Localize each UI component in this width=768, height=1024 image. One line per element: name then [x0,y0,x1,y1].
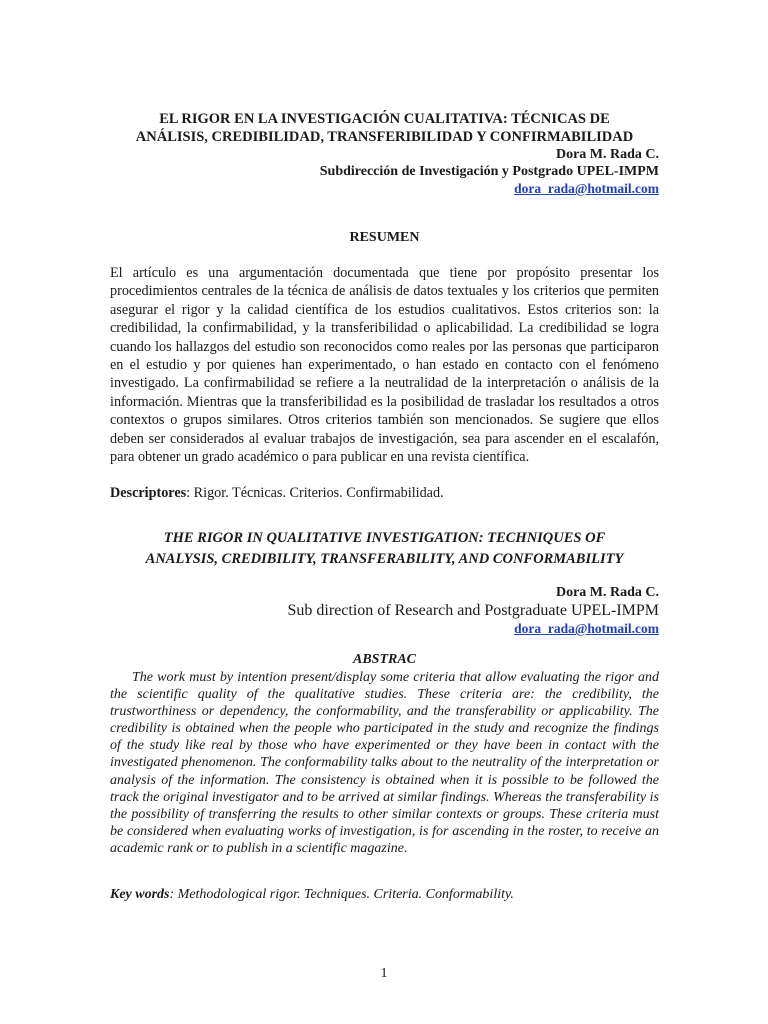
abstract-text: The work must by intention present/display some criteria that allow evaluating the rigor and the scientific quality of the qualitative studies. These criteria are: the credibility, the trustworthiness or dependency, the conformability, and the transferability or applicability. The credibility is obtained when the people who participated in the study and recognize the findings of the study like real by those who have experimented or they have been in contact with the investigated phenomenon. The conformability talks about to the neutrality of the interpretation or analysis of the information. The consistency is obtained when it is possible to be followed the track the original investigator and to be arrived at similar findings. Whereas the transferability is the possibility of transferring the results to other similar contexts or groups. These criteria must be considered when evaluating works of investigation, is for ascending in the roster, to receive an academic rank or to publish in a scientific magazine. [110,670,659,856]
resumen-heading: RESUMEN [349,230,420,245]
keywords [110,887,659,903]
descriptors-text: : Rigor. Técnicas. Criterios. Confirmabilidad. [186,485,444,501]
spanish-title-line-2: ANÁLISIS, CREDIBILIDAD, TRANSFERIBILIDAD Y CONFIRMABILIDAD [135,129,634,145]
english-author: Dora M. Rada C. [555,585,659,600]
english-title-line-1: THE RIGOR IN QUALITATIVE INVESTIGATION: TECHNIQUES OF [163,530,606,546]
spanish-author: Dora M. Rada C. [555,147,659,162]
english-title [110,528,659,570]
spanish-email-link[interactable]: dora_rada@hotmail.com [514,181,659,196]
spanish-title-line-1: EL RIGOR EN LA INVESTIGACIÓN CUALITATIVA: TÉCNICAS DE [159,111,610,127]
english-email-link[interactable]: dora_rada@hotmail.com [514,621,659,636]
spanish-affiliation: Subdirección de Investigación y Postgrado UPEL-IMPM [319,164,659,179]
descriptors-label: Descriptores [110,485,187,501]
descriptors [110,485,659,502]
spanish-title [110,110,659,146]
resumen-text: El artículo es una argumentación documentada que tiene por propósito presentar los procedimientos centrales de la técnica de análisis de datos textuales y los criterios que permiten asegurar el rigor y la calidad científica de los estudios cualitativos. Estos criterios son: la credibilidad, la confirmabilidad, y la transferibilidad o aplicabilidad. La credibilidad se logra cuando los hallazgos del estudio son reconocidos como reales por las personas que participaron en el estudio y por quienes han experimentado, o han estado en contacto con el fenómeno investigado. La confirmabilidad se refiere a la neutralidad de la interpretación o análisis de la información. Mientras que la transferibilidad es la posibilidad de trasladar los resultados a otros contextos o grupos similares. Otros criterios también son mencionados. Se sugiere que ellos deben ser considerados al evaluar trabajos de investigación, sea para ascender en el escalafón, para obtener un grado académico o para publicar en una revista científica. [110,265,659,466]
english-title-line-2: ANALYSIS, CREDIBILITY, TRANSFERABILITY, AND CONFORMABILITY [145,551,624,567]
english-affiliation: Sub direction of Research and Postgraduate UPEL-IMPM [287,602,659,619]
keywords-text: : Methodological rigor. Techniques. Criteria. Conformability. [169,887,514,902]
abstract-heading: ABSTRAC [352,652,417,667]
page-number: 1 [380,966,388,981]
keywords-label: Key words [110,887,170,902]
